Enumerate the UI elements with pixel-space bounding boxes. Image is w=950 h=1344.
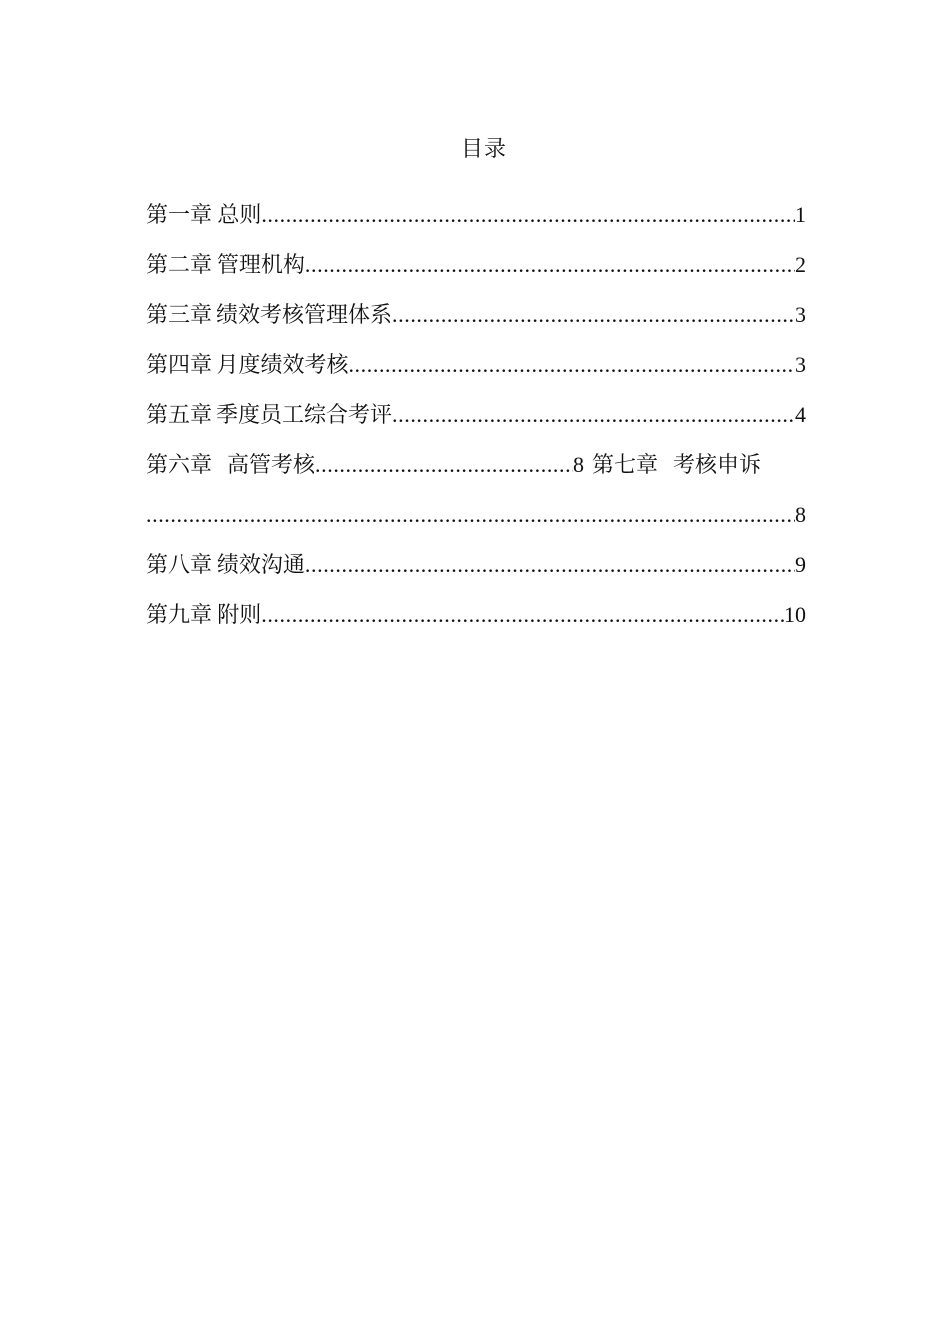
- dot-leader: [305, 546, 795, 584]
- toc-entry-7-label[interactable]: [592, 447, 761, 485]
- page-number: 10: [784, 602, 806, 627]
- page-number: 8: [573, 452, 585, 477]
- dot-leader: [348, 346, 795, 384]
- page-number: 8: [795, 502, 806, 527]
- chapter-title: 管理机构: [216, 253, 305, 278]
- page-number: 9: [795, 552, 806, 577]
- dot-leader: [392, 396, 795, 434]
- toc-entry-7-continuation[interactable]: [146, 496, 806, 546]
- dot-leader: [392, 296, 795, 334]
- toc-entry-3[interactable]: [146, 296, 806, 346]
- chapter-title: 月度绩效考核: [216, 353, 349, 378]
- toc-entry-1[interactable]: [146, 196, 806, 246]
- toc-entry-4[interactable]: [146, 346, 806, 396]
- toc-entry-2[interactable]: [146, 246, 806, 296]
- chapter-number: 第八章: [146, 553, 213, 578]
- toc-entry-9[interactable]: [146, 596, 806, 646]
- chapter-title: 高管考核: [227, 453, 316, 478]
- dot-leader: [146, 496, 795, 534]
- dot-leader: [305, 246, 795, 284]
- toc-entry-8[interactable]: [146, 546, 806, 596]
- page-number: 3: [795, 302, 806, 327]
- chapter-title: 总则: [217, 203, 262, 228]
- toc-entry-5[interactable]: [146, 396, 806, 446]
- chapter-number: 第七章: [592, 453, 659, 478]
- chapter-number: 第一章: [146, 203, 213, 228]
- chapter-title: 季度员工综合考评: [216, 403, 393, 428]
- toc-entry-6[interactable]: [146, 446, 806, 496]
- dot-leader: [261, 196, 795, 234]
- chapter-number: 第五章: [146, 403, 213, 428]
- chapter-title: 附则: [217, 603, 262, 628]
- chapter-title: 考核申诉: [673, 453, 762, 478]
- page-number: 4: [795, 402, 806, 427]
- chapter-number: 第三章: [146, 303, 213, 328]
- chapter-number: 第九章: [146, 603, 213, 628]
- chapter-title: 绩效沟通: [216, 553, 305, 578]
- toc-title: 目录: [460, 137, 507, 162]
- dot-leader: [261, 596, 784, 634]
- chapter-title: 绩效考核管理体系: [216, 303, 393, 328]
- table-of-contents: [146, 196, 806, 646]
- chapter-number: 第二章: [146, 253, 213, 278]
- chapter-number: 第六章: [146, 453, 213, 478]
- chapter-number: 第四章: [146, 353, 213, 378]
- page-number: 2: [795, 252, 806, 277]
- dot-leader: [315, 446, 573, 484]
- page-number: 3: [795, 352, 806, 377]
- page-number: 1: [795, 202, 806, 227]
